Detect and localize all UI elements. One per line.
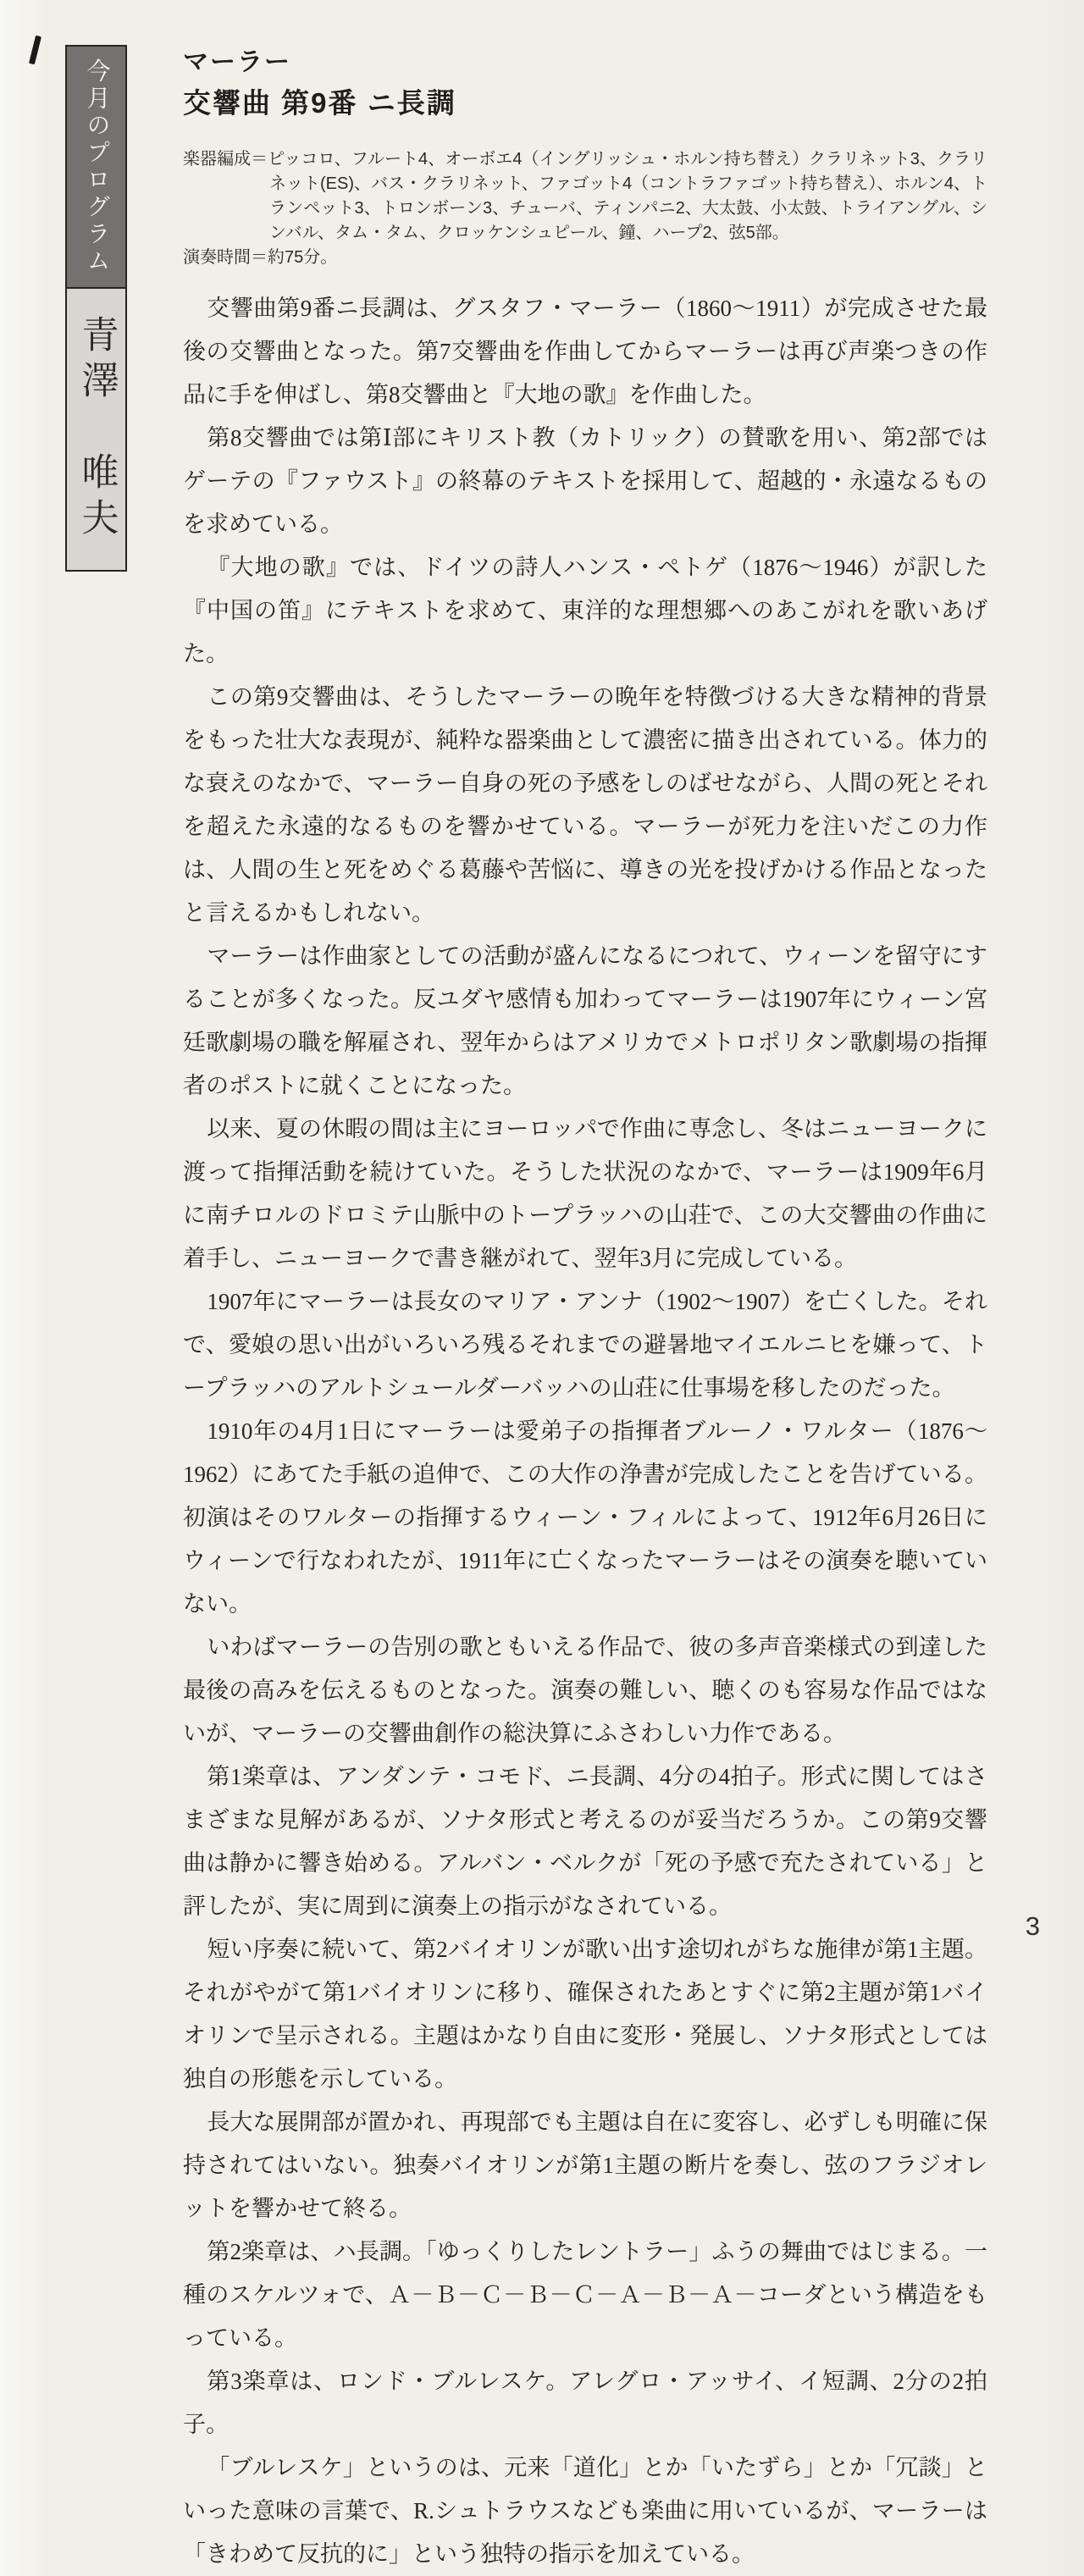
main-content [183,47,987,2576]
page-number: 3 [1025,1911,1040,1941]
scan-ink-artifact [29,36,41,65]
program-month-label: 今月のプログラム [83,58,110,275]
body-paragraph: 『大地の歌』では、ドイツの詩人ハンス・ペトゲ（1876～1946）が訳した『中国の笛』にテキストを求めて、東洋的な理想郷へのあこがれを歌いあげた。 [183,554,987,666]
body-paragraph: 第3楽章は、ロンド・ブルレスケ。アレグロ・アッサイ、イ短調、2分の2拍子。 [183,2368,987,2437]
body-paragraph: この第9交響曲は、そうしたマーラーの晩年を特徴づける大きな精神的背景をもった壮大な表現が、純粋な器楽曲として濃密に描き出されている。体力的な衰えのなかで、マーラー自身の死の予感をしのばせながら、人間の死とそれを超えた永遠的なるものを響かせている。マーラーが死力を注いだこの力作は、人間の生と死をめぐる葛藤や苦悩に、導きの光を投げかける作品となったと言えるかもしれない。 [183,683,987,926]
body-paragraph: いわばマーラーの告別の歌ともいえる作品で、彼の多声音楽様式の到達した最後の高みを伝えるものとなった。演奏の難しい、聴くのも容易な作品ではないが、マーラーの交響曲創作の総決算にふさわしい力作である。 [183,1633,987,1746]
duration-line: 演奏時間＝約75分。 [183,247,338,267]
body-paragraph: 以来、夏の休暇の間は主にヨーロッパで作曲に専念し、冬はニューヨークに渡って指揮活動を続けていた。そうした状況のなかで、マーラーは1909年6月に南チロルのドロミテ山脈中のトープラッハの山荘で、この大交響曲の作曲に着手し、ニューヨークで書き継がれて、翌年3月に完成している。 [183,1115,987,1271]
body-paragraph: 長大な展開部が置かれ、再現部でも主題は自在に変容し、必ずしも明確に保持されてはいない。独奏バイオリンが第1主題の断片を奏し、弦のフラジオレットを響かせて終る。 [183,2109,987,2221]
author-box [67,289,125,570]
author-name: 青澤 唯夫 [75,315,118,544]
sidebar [65,45,127,572]
body-paragraph: マーラーは作曲家としての活動が盛んになるにつれて、ウィーンを留守にすることが多くなった。反ユダヤ感情も加わってマーラーは1907年にウィーン宮廷歌劇場の職を解雇され、翌年からはアメリカでメトロポリタン歌劇場の指揮者のポストに就くことになった。 [183,943,987,1098]
body-paragraph: 1907年にマーラーは長女のマリア・アンナ（1902～1907）を亡くした。それで、愛娘の思い出がいろいろ残るそれまでの避暑地マイエルニヒを嫌って、トープラッハのアルトシュールダーバッハの山荘に仕事場を移したのだった。 [183,1288,987,1401]
body-paragraph: 第1楽章は、アンダンテ・コモド、ニ長調、4分の4拍子。形式に関してはさまざまな見解があるが、ソナタ形式と考えるのが妥当だろうか。この第9交響曲は静かに響き始める。アルバン・ベルクが「死の予感で充たされている」と評したが、実に周到に演奏上の指示がなされている。 [183,1763,987,1919]
body-paragraph: 「ブルレスケ」というのは、元来「道化」とか「いたずら」とか「冗談」といった意味の言葉で、R.シュトラウスなども楽曲に用いているが、マーラーは「きわめて反抗的に」という独特の指示を加えている。 [183,2454,987,2567]
work-title: 交響曲 第9番 ニ長調 [183,87,456,119]
program-month-box [67,47,125,289]
body-paragraph: 第2楽章は、ハ長調。「ゆっくりしたレントラー」ふうの舞曲ではじまる。一種のスケルツォで、Ａ－Ｂ－Ｃ－Ｂ－Ｃ－Ａ－Ｂ－Ａ－コーダという構造をもっている。 [183,2238,987,2351]
instrumentation-block [183,147,987,246]
body-paragraph: 交響曲第9番ニ長調は、グスタフ・マーラー（1860～1911）が完成させた最後の交響曲となった。第7交響曲を作曲してからマーラーは再び声楽つきの作品に手を伸ばし、第8交響曲と『大地の歌』を作曲した。 [183,295,987,407]
body-paragraph: 第8交響曲では第Ⅰ部にキリスト教（カトリック）の賛歌を用い、第2部ではゲーテの『ファウスト』の終幕のテキストを採用して、超越的・永遠なるものを求めている。 [183,424,987,537]
body-paragraph: 1910年の4月1日にマーラーは愛弟子の指揮者ブルーノ・ワルター（1876～1962）にあてた手紙の追伸で、この大作の浄書が完成したことを告げている。初演はそのワルターの指揮するウィーン・フィルによって、1912年6月26日にウィーンで行なわれたが、1911年に亡くなったマーラーはその演奏を聴いていない。 [183,1418,987,1617]
composer-title: マーラー [183,48,291,76]
instrumentation-label: 楽器編成＝ [183,149,268,169]
body-paragraph: 短い序奏に続いて、第2バイオリンが歌い出す途切れがちな施律が第1主題。それがやがて第1バイオリンに移り、確保されたあとすぐに第2主題が第1バイオリンで呈示される。主題はかなり自由に変形・発展し、ソナタ形式としては独自の形態を示している。 [183,1936,987,2092]
program-notes [183,287,987,2576]
instrumentation-list: ピッコロ、フルート4、オーボエ4（イングリッシュ・ホルン持ち替え）クラリネット3、クラリネット(ES)、バス・クラリネット、ファゴット4（コントラファゴット持ち替え）、ホルン4、トランペット3、トロンボーン3、チューバ、ティンパニ2、大太鼓、小太鼓、トライアングル、シンバル、タム・タム、クロッケンシュピール、鐘、ハープ2、弦5部。 [268,149,988,242]
